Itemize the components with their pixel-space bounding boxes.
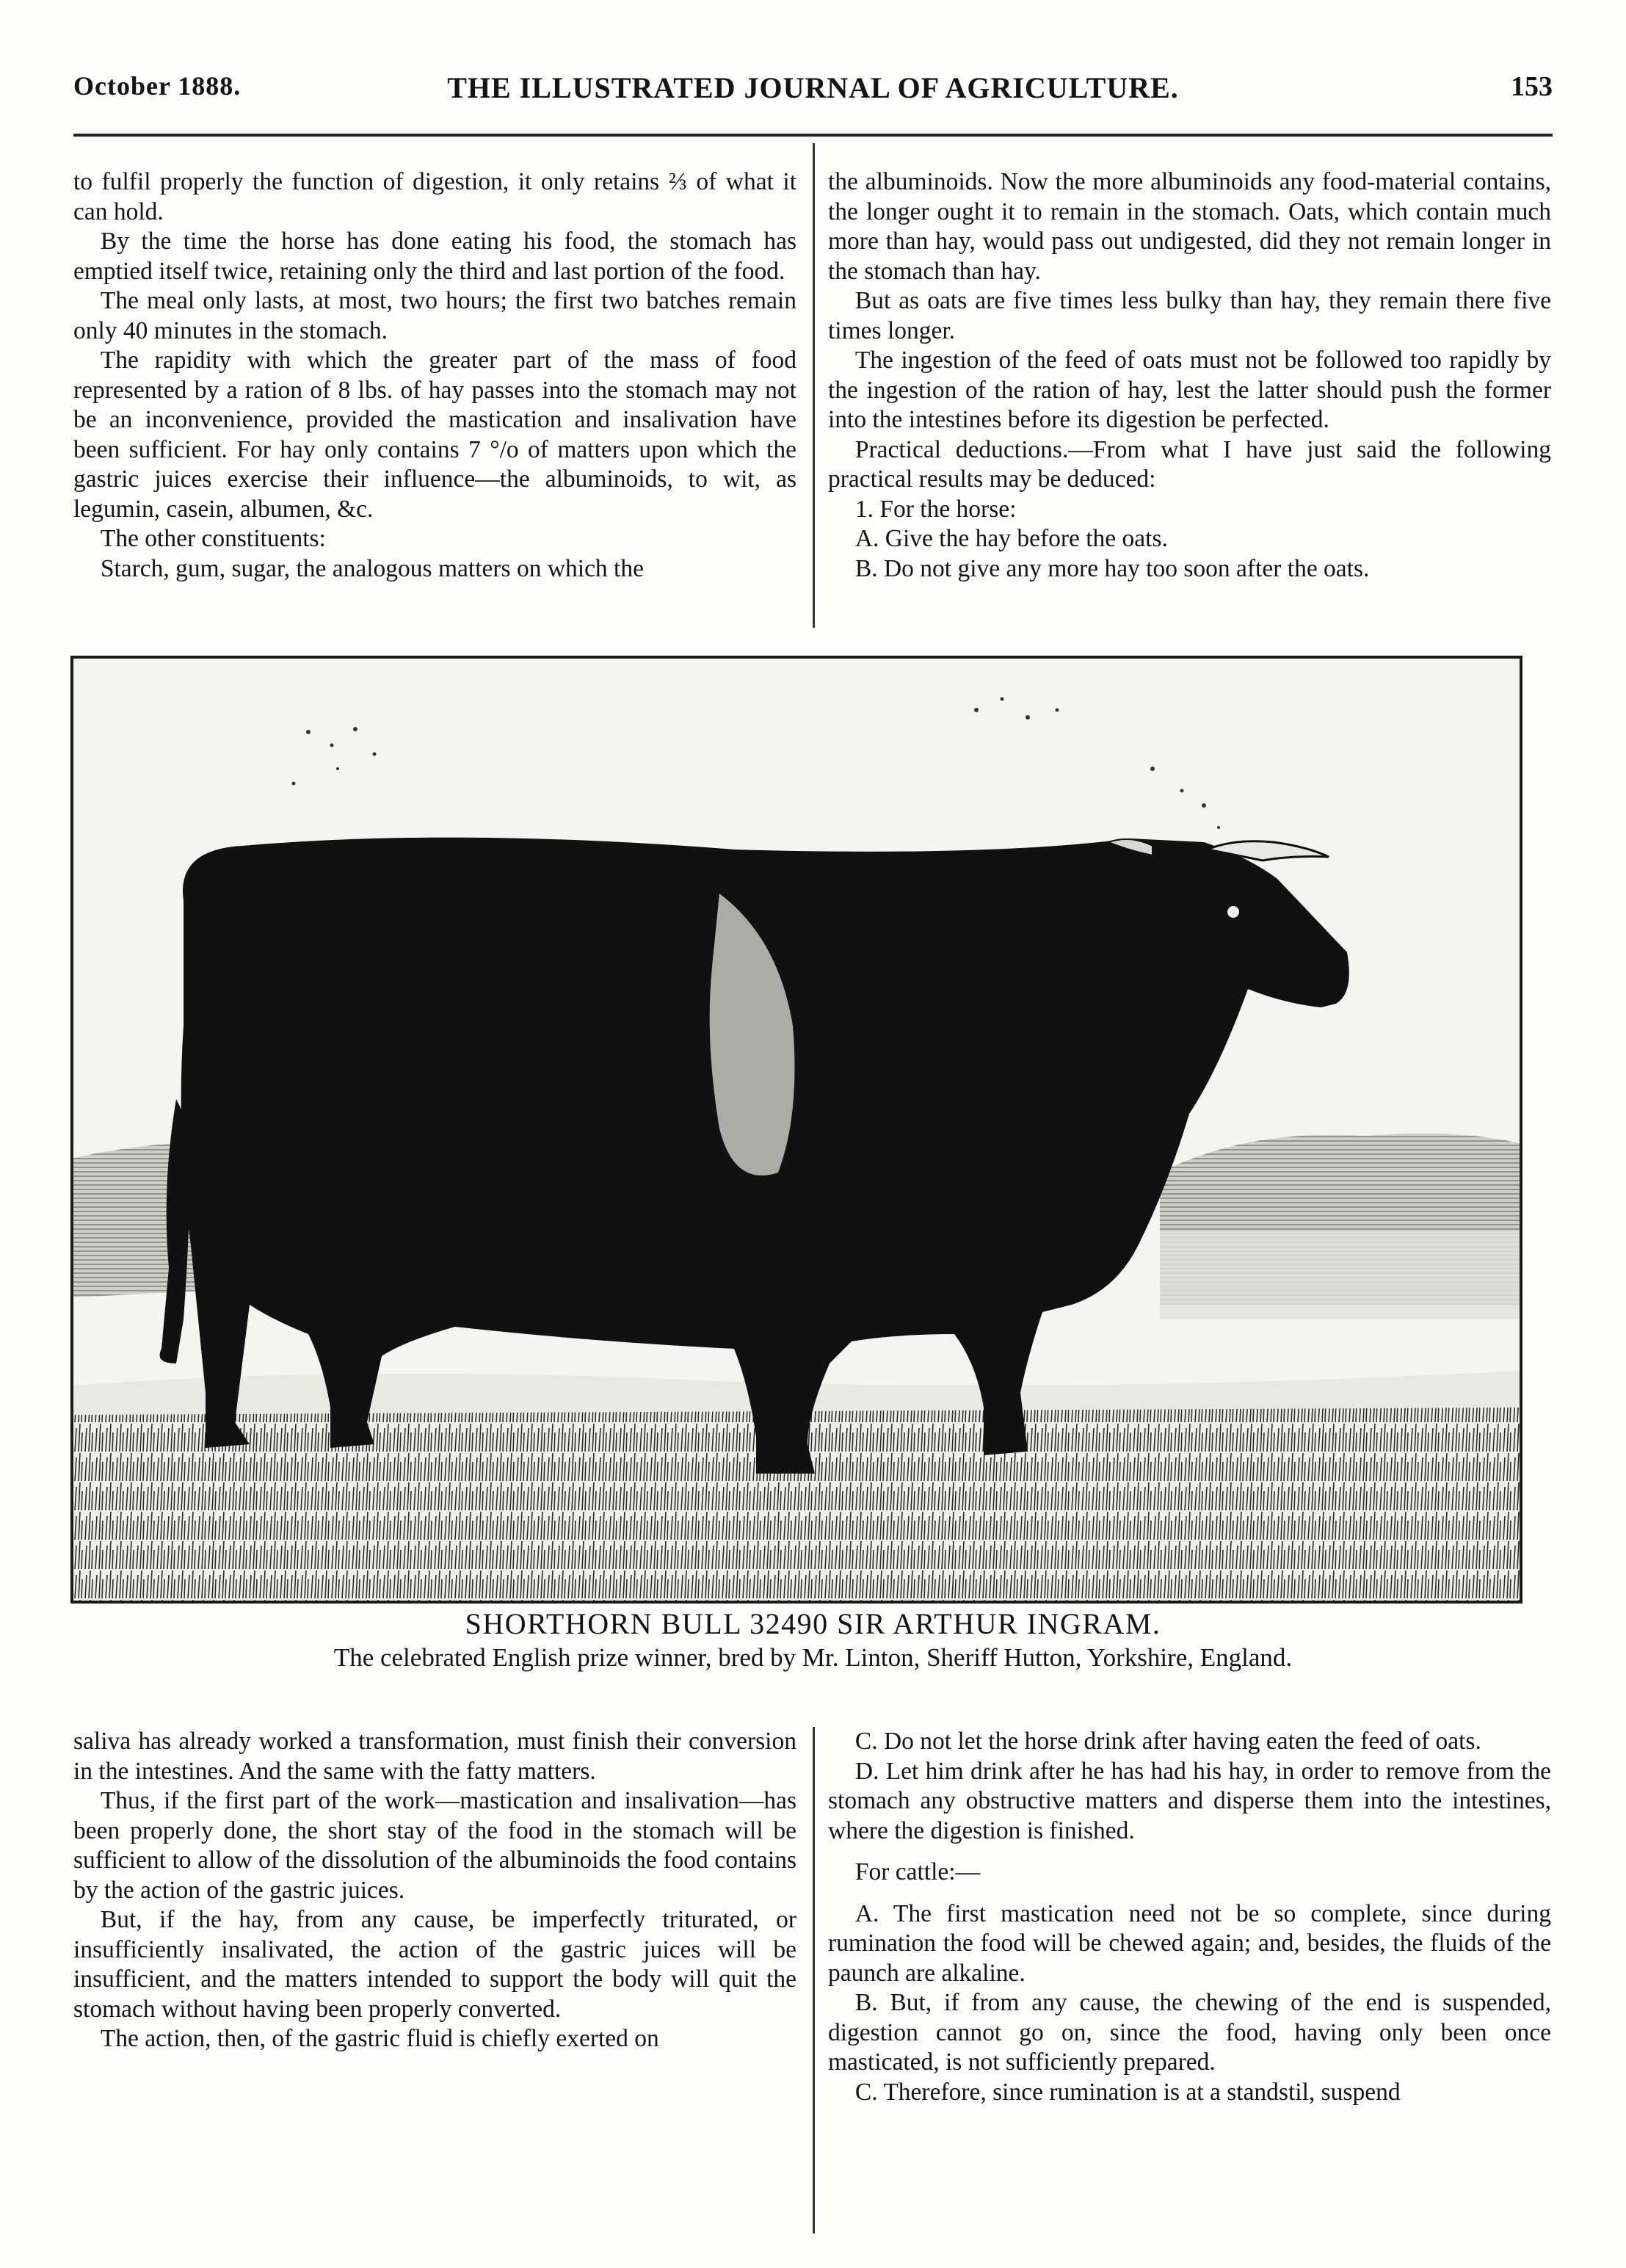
paragraph: C. Therefore, since rumination is at a standstil, suspend	[854, 2078, 1401, 2106]
paragraph: 1. For the horse:	[854, 495, 1017, 523]
bull-illustration	[73, 659, 1520, 1601]
column-divider	[813, 1727, 815, 2233]
paragraph: D. Let him drink after he has had his hay, in order to remove from the stomach any obstructive matters and disperse them into the intestines, where the digestion is finished.	[828, 1757, 1551, 1844]
paragraph: The ingestion of the feed of oats must not be followed too rapidly by the ingestion of the ration of hay, lest the latter should push the former into the intestines before its digestion be perfected.	[828, 347, 1551, 433]
top-left-column	[73, 167, 796, 584]
figure-caption-title: SHORTHORN BULL 32490 SIR ARTHUR INGRAM.	[465, 1607, 1161, 1640]
paragraph: A. The first mastication need not be so complete, since during rumination the food will be chewed again; and, besides, the fluids of the paunch are alkaline.	[828, 1899, 1551, 1987]
paragraph: C. Do not let the horse drink after having eaten the feed of oats.	[854, 1728, 1481, 1755]
paragraph: For cattle:—	[854, 1858, 981, 1885]
paragraph: to fulfil properly the function of digestion, it only retains ⅔ of what it can hold.	[73, 168, 796, 225]
paragraph: The meal only lasts, at most, two hours; the first two batches remain only 40 minutes in the stomach.	[73, 287, 796, 344]
figure-caption-subtitle: The celebrated English prize winner, bred by Mr. Linton, Sheriff Hutton, Yorkshire, England.	[333, 1643, 1293, 1672]
paragraph: saliva has already worked a transformation, must finish their conversion in the intestines. And the same with the fatty matters.	[73, 1728, 796, 1785]
paragraph: The other constituents:	[100, 525, 326, 552]
bottom-left-column	[73, 1727, 796, 2054]
bull-engraving	[70, 656, 1522, 1604]
issue-date: October 1888.	[73, 71, 242, 101]
paragraph: Practical deductions.—From what I have just said the following practical results may be deduced:	[828, 435, 1551, 493]
bottom-right-column	[828, 1727, 1551, 2107]
paragraph: A. Give the hay before the oats.	[854, 525, 1168, 552]
paragraph: But, if the hay, from any cause, be imperfectly triturated, or insufficiently insalivated, the action of the gastric juices will be insufficient, and the matters intended to support the body will quit the stomach without having been properly converted.	[73, 1906, 796, 2023]
paragraph: Starch, gum, sugar, the analogous matters on which the	[100, 554, 644, 582]
column-divider	[813, 143, 815, 628]
paragraph: By the time the horse has done eating his food, the stomach has emptied itself twice, retaining only the third and last portion of the food.	[73, 228, 796, 285]
paragraph: the albuminoids. Now the more albuminoids any food-material contains, the longer ought it to remain in the stomach. Oats, which contain much more than hay, would pass out undigested, did they not remain longer in the stomach than hay.	[828, 168, 1551, 285]
paragraph: B. Do not give any more hay too soon after the oats.	[854, 554, 1370, 582]
paragraph: But as oats are five times less bulky than hay, they remain there five times longer.	[828, 287, 1551, 344]
paragraph: The action, then, of the gastric fluid is chiefly exerted on	[100, 2025, 659, 2052]
paragraph: The rapidity with which the greater part of the mass of food represented by a ration of 8 lbs. of hay passes into the stomach may not be an inconvenience, provided the mastication and insalivation have been sufficient. For hay only contains 7 °/o of matters upon which the gastric juices exercise their influence—the albuminoids, to wit, as legumin, casein, albumen, &c.	[73, 347, 796, 523]
paragraph: Thus, if the first part of the work—mastication and insalivation—has been properly done, the short stay of the food in the stomach will be sufficient to allow of the dissolution of the albuminoids the food contains by the action of the gastric juices.	[73, 1787, 796, 1904]
top-right-column	[828, 167, 1551, 584]
paragraph: B. But, if from any cause, the chewing of the end is suspended, digestion cannot go on, since the food, having only been once masticated, is not sufficiently prepared.	[828, 1989, 1551, 2076]
journal-title: THE ILLUSTRATED JOURNAL OF AGRICULTURE.	[447, 71, 1179, 104]
page-header	[73, 70, 1553, 115]
header-rule	[73, 134, 1553, 137]
page-number: 153	[1511, 71, 1553, 102]
